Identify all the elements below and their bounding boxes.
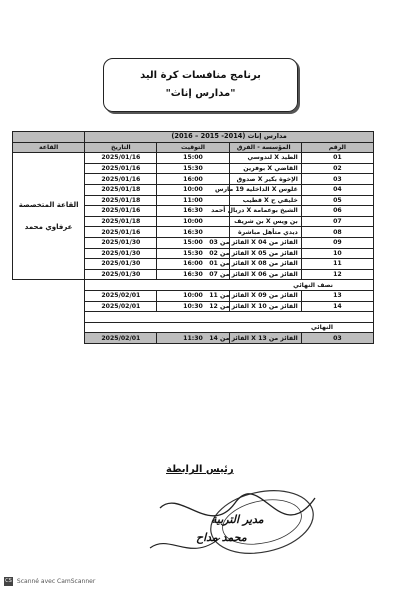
cell-date: 2025/01/30 bbox=[85, 248, 157, 259]
table-banner-row bbox=[13, 132, 374, 143]
cell-num: 14 bbox=[301, 301, 373, 312]
cell-time: 11:00 bbox=[157, 195, 229, 206]
cell-time: 10:00 bbox=[157, 216, 229, 227]
table-banner: مدارس إناث (2014- 2015 – 2016) bbox=[85, 132, 374, 143]
cell-num: 05 bbox=[301, 195, 373, 206]
semi-final-label: نصف النهائي bbox=[85, 280, 374, 291]
cell-time: 10:30 bbox=[157, 301, 229, 312]
cell-date: 2025/01/16 bbox=[85, 153, 157, 164]
final-time: 11:30 bbox=[157, 333, 229, 344]
cell-match: الفائز من 08 X الفائز من 01 bbox=[229, 259, 301, 270]
table-row bbox=[13, 153, 374, 164]
cell-num: 07 bbox=[301, 216, 373, 227]
cell-num: 03 bbox=[301, 174, 373, 185]
title-box bbox=[103, 58, 298, 112]
venue-name: القاعة المتخصصة bbox=[18, 201, 79, 210]
cell-date: 2025/02/01 bbox=[85, 290, 157, 301]
cell-date: 2025/01/16 bbox=[85, 206, 157, 217]
table-header-row bbox=[13, 142, 374, 153]
cell-match: الفائز من 09 X الفائز من 11 bbox=[229, 290, 301, 301]
cell-match: الفائز من 10 X الفائز من 12 bbox=[229, 301, 301, 312]
cell-date: 2025/01/30 bbox=[85, 269, 157, 280]
final-label: النهائي bbox=[85, 322, 374, 333]
cell-match: خليفي ح X قطيب bbox=[229, 195, 301, 206]
col-header-time: التوقيت bbox=[157, 142, 229, 153]
final-label-row bbox=[13, 322, 374, 333]
camscanner-logo-icon: CS bbox=[5, 578, 12, 584]
cell-time: 10:00 bbox=[157, 184, 229, 195]
cell-num: 13 bbox=[301, 290, 373, 301]
semi-rows bbox=[13, 290, 374, 311]
final-num: 03 bbox=[301, 333, 373, 344]
cell-num: 09 bbox=[301, 237, 373, 248]
venue-person: عرفاوي محمد bbox=[24, 223, 73, 232]
col-header-num: الرقم bbox=[301, 142, 373, 153]
cell-date: 2025/01/30 bbox=[85, 237, 157, 248]
final-match: الفائز من 13 X الفائز من 14 bbox=[229, 333, 301, 344]
cell-time: 15:30 bbox=[157, 248, 229, 259]
cell-num: 01 bbox=[301, 153, 373, 164]
cell-time: 10:00 bbox=[157, 290, 229, 301]
cell-num: 06 bbox=[301, 206, 373, 217]
cell-match: الفائز من 05 X الفائز من 02 bbox=[229, 248, 301, 259]
cell-date: 2025/01/18 bbox=[85, 216, 157, 227]
cell-match: الطيد X لندوسي bbox=[229, 153, 301, 164]
director-name: محمد مداح bbox=[196, 531, 247, 544]
director-label: مدير التربية bbox=[211, 513, 264, 526]
cell-num: 08 bbox=[301, 227, 373, 238]
cell-time: 15:00 bbox=[157, 153, 229, 164]
cell-match: الشيخ بوعمامة X دربال أحمد bbox=[229, 206, 301, 217]
cell-num: 12 bbox=[301, 269, 373, 280]
cell-match: القاضي X بوفرين bbox=[229, 163, 301, 174]
president-signature-label: رئيس الرابطة bbox=[166, 464, 234, 475]
cell-num: 04 bbox=[301, 184, 373, 195]
cell-time: 15:00 bbox=[157, 237, 229, 248]
scanner-footer bbox=[4, 577, 95, 586]
cell-time: 16:00 bbox=[157, 259, 229, 270]
group-rows bbox=[13, 153, 374, 280]
cell-date: 2025/01/18 bbox=[85, 195, 157, 206]
scanner-footer-text: Scanné avec CamScanner bbox=[16, 578, 96, 585]
cell-time: 15:30 bbox=[157, 163, 229, 174]
cell-match: غلوس X الداخلية 19 مارس bbox=[229, 184, 301, 195]
final-date: 2025/02/01 bbox=[85, 333, 157, 344]
cell-match: الفائز من 06 X الفائز من 07 bbox=[229, 269, 301, 280]
cell-match: بن ويس X بن شريف bbox=[229, 216, 301, 227]
col-header-venue: القاعة bbox=[13, 142, 85, 153]
venue-cell bbox=[13, 153, 85, 280]
cell-time: 16:30 bbox=[157, 269, 229, 280]
cell-date: 2025/02/01 bbox=[85, 301, 157, 312]
cell-match: ديدي متأهل مباشرة bbox=[229, 227, 301, 238]
cell-time: 16:00 bbox=[157, 174, 229, 185]
document-subtitle: "مدارس إناث" bbox=[165, 88, 236, 99]
cell-num: 02 bbox=[301, 163, 373, 174]
col-header-date: التاريخ bbox=[85, 142, 157, 153]
cell-time: 16:30 bbox=[157, 206, 229, 217]
cell-time: 16:30 bbox=[157, 227, 229, 238]
cell-date: 2025/01/30 bbox=[85, 259, 157, 270]
cell-num: 10 bbox=[301, 248, 373, 259]
schedule-table bbox=[12, 131, 374, 344]
cell-date: 2025/01/16 bbox=[85, 227, 157, 238]
semi-label-row bbox=[13, 280, 374, 291]
col-header-match: المؤسسة - الفرق bbox=[229, 142, 301, 153]
cell-match: الفائز من 04 X الفائز من 03 bbox=[229, 237, 301, 248]
table-row bbox=[13, 290, 374, 301]
document-title: برنامج منافسات كرة اليد bbox=[140, 70, 261, 81]
cell-match: الإخوة بكير X صدوق bbox=[229, 174, 301, 185]
cell-date: 2025/01/16 bbox=[85, 163, 157, 174]
cell-num: 11 bbox=[301, 259, 373, 270]
final-row bbox=[13, 333, 374, 344]
cell-date: 2025/01/16 bbox=[85, 174, 157, 185]
cell-date: 2025/01/18 bbox=[85, 184, 157, 195]
table-row bbox=[13, 301, 374, 312]
